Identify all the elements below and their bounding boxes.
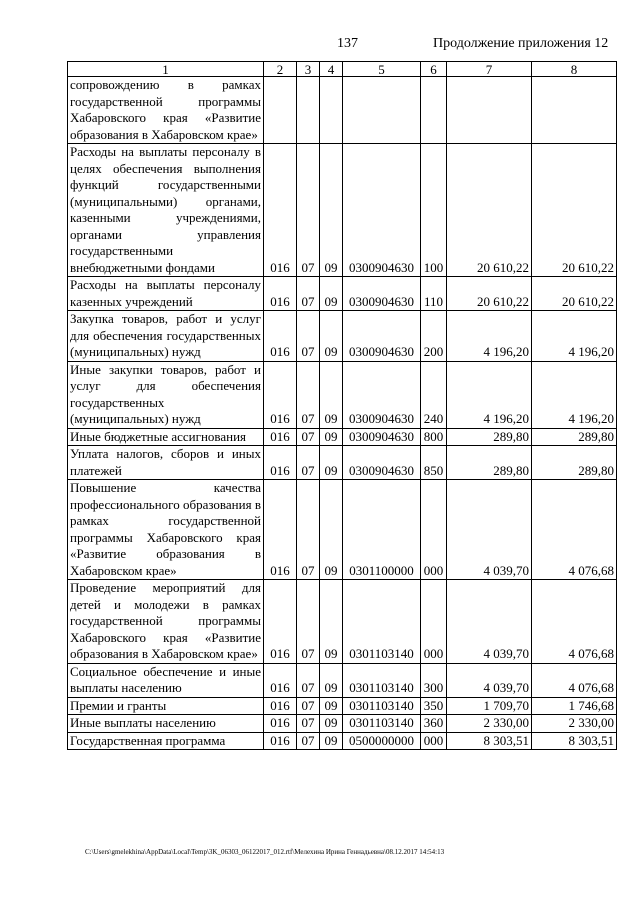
ministry-code — [264, 77, 297, 144]
amount-year-1: 20 610,22 — [447, 144, 532, 277]
table-row — [68, 580, 617, 664]
row-description: Проведение мероприятий для детей и молодежи в рамках государственной программы Хабаровского края «Развитие образования в Хабаровском крае» — [68, 580, 264, 664]
expense-type-code: 350 — [421, 697, 447, 715]
target-article-code: 0500000000 — [343, 732, 421, 750]
ministry-code: 016 — [264, 663, 297, 697]
column-header: 2 — [264, 62, 297, 77]
expense-type-code: 000 — [421, 580, 447, 664]
row-description: сопровождению в рамках государственной программы Хабаровского края «Развитие образования в Хабаровском крае» — [68, 77, 264, 144]
table-row — [68, 715, 617, 733]
expense-type-code: 300 — [421, 663, 447, 697]
amount-year-2 — [532, 77, 617, 144]
column-header: 3 — [297, 62, 320, 77]
subsection-code: 09 — [320, 277, 343, 311]
target-article-code: 0301103140 — [343, 697, 421, 715]
amount-year-2: 20 610,22 — [532, 144, 617, 277]
amount-year-1: 4 039,70 — [447, 480, 532, 580]
section-code: 07 — [297, 697, 320, 715]
target-article-code: 0300904630 — [343, 446, 421, 480]
row-description: Расходы на выплаты персоналу казенных учреждений — [68, 277, 264, 311]
table-row — [68, 361, 617, 428]
target-article-code: 0300904630 — [343, 311, 421, 362]
section-code: 07 — [297, 311, 320, 362]
row-description: Иные бюджетные ассигнования — [68, 428, 264, 446]
table-row — [68, 697, 617, 715]
expense-type-code: 000 — [421, 480, 447, 580]
subsection-code: 09 — [320, 144, 343, 277]
subsection-code: 09 — [320, 580, 343, 664]
expense-type-code: 360 — [421, 715, 447, 733]
target-article-code: 0300904630 — [343, 277, 421, 311]
subsection-code: 09 — [320, 446, 343, 480]
ministry-code: 016 — [264, 144, 297, 277]
target-article-code: 0301100000 — [343, 480, 421, 580]
section-code — [297, 77, 320, 144]
section-code: 07 — [297, 428, 320, 446]
expense-type-code — [421, 77, 447, 144]
target-article-code: 0301103140 — [343, 663, 421, 697]
column-header: 6 — [421, 62, 447, 77]
section-code: 07 — [297, 732, 320, 750]
amount-year-1 — [447, 77, 532, 144]
row-description: Иные закупки товаров, работ и услуг для обеспечения государственных (муниципальных) нужд — [68, 361, 264, 428]
table-header-row — [68, 62, 617, 77]
table-row — [68, 732, 617, 750]
expense-type-code: 100 — [421, 144, 447, 277]
ministry-code: 016 — [264, 361, 297, 428]
expense-type-code: 800 — [421, 428, 447, 446]
row-description: Расходы на выплаты персоналу в целях обеспечения выполнения функций государственными (муниципальными) органами, казенными учреждениями, органами управления государственными внебюджетными фондами — [68, 144, 264, 277]
table-row — [68, 144, 617, 277]
table-row — [68, 77, 617, 144]
expense-type-code: 850 — [421, 446, 447, 480]
section-code: 07 — [297, 446, 320, 480]
amount-year-1: 4 039,70 — [447, 663, 532, 697]
subsection-code: 09 — [320, 428, 343, 446]
row-description: Уплата налогов, сборов и иных платежей — [68, 446, 264, 480]
section-code: 07 — [297, 715, 320, 733]
section-code: 07 — [297, 361, 320, 428]
target-article-code: 0300904630 — [343, 428, 421, 446]
ministry-code: 016 — [264, 277, 297, 311]
section-code: 07 — [297, 277, 320, 311]
row-description: Иные выплаты населению — [68, 715, 264, 733]
row-description: Социальное обеспечение и иные выплаты населению — [68, 663, 264, 697]
amount-year-2: 4 196,20 — [532, 361, 617, 428]
file-path-footer: C:\Users\gmelekhina\AppData\Local\Temp\3K_06303_06122017_012.rtf\Мелехина Ирина Геннадьевна\08.12.2017 14:54:13 — [85, 848, 445, 856]
amount-year-1: 4 196,20 — [447, 311, 532, 362]
section-code: 07 — [297, 144, 320, 277]
budget-table — [67, 61, 617, 750]
table-row — [68, 446, 617, 480]
row-description: Повышение качества профессионального образования в рамках государственной программы Хабаровского края «Развитие образования в Хабаровском крае» — [68, 480, 264, 580]
expense-type-code: 000 — [421, 732, 447, 750]
table-row — [68, 663, 617, 697]
expense-type-code: 240 — [421, 361, 447, 428]
subsection-code: 09 — [320, 480, 343, 580]
section-code: 07 — [297, 580, 320, 664]
amount-year-1: 8 303,51 — [447, 732, 532, 750]
amount-year-1: 289,80 — [447, 446, 532, 480]
ministry-code: 016 — [264, 311, 297, 362]
page-number: 137 — [337, 36, 358, 51]
target-article-code: 0300904630 — [343, 144, 421, 277]
section-code: 07 — [297, 480, 320, 580]
amount-year-1: 2 330,00 — [447, 715, 532, 733]
target-article-code — [343, 77, 421, 144]
column-header: 8 — [532, 62, 617, 77]
amount-year-2: 4 076,68 — [532, 480, 617, 580]
table-row — [68, 311, 617, 362]
amount-year-2: 8 303,51 — [532, 732, 617, 750]
table-row — [68, 277, 617, 311]
amount-year-2: 4 076,68 — [532, 663, 617, 697]
column-header: 1 — [68, 62, 264, 77]
expense-type-code: 200 — [421, 311, 447, 362]
amount-year-2: 289,80 — [532, 428, 617, 446]
ministry-code: 016 — [264, 732, 297, 750]
amount-year-2: 20 610,22 — [532, 277, 617, 311]
subsection-code — [320, 77, 343, 144]
amount-year-2: 4 196,20 — [532, 311, 617, 362]
target-article-code: 0301103140 — [343, 715, 421, 733]
column-header: 5 — [343, 62, 421, 77]
appendix-note: Продолжение приложения 12 — [433, 36, 609, 51]
amount-year-1: 20 610,22 — [447, 277, 532, 311]
amount-year-1: 1 709,70 — [447, 697, 532, 715]
amount-year-2: 4 076,68 — [532, 580, 617, 664]
column-header: 4 — [320, 62, 343, 77]
ministry-code: 016 — [264, 580, 297, 664]
ministry-code: 016 — [264, 446, 297, 480]
amount-year-1: 4 196,20 — [447, 361, 532, 428]
target-article-code: 0300904630 — [343, 361, 421, 428]
amount-year-1: 4 039,70 — [447, 580, 532, 664]
amount-year-1: 289,80 — [447, 428, 532, 446]
ministry-code: 016 — [264, 480, 297, 580]
amount-year-2: 2 330,00 — [532, 715, 617, 733]
row-description: Государственная программа — [68, 732, 264, 750]
section-code: 07 — [297, 663, 320, 697]
ministry-code: 016 — [264, 428, 297, 446]
subsection-code: 09 — [320, 715, 343, 733]
subsection-code: 09 — [320, 361, 343, 428]
subsection-code: 09 — [320, 311, 343, 362]
ministry-code: 016 — [264, 697, 297, 715]
subsection-code: 09 — [320, 732, 343, 750]
row-description: Премии и гранты — [68, 697, 264, 715]
table-row — [68, 480, 617, 580]
target-article-code: 0301103140 — [343, 580, 421, 664]
amount-year-2: 1 746,68 — [532, 697, 617, 715]
row-description: Закупка товаров, работ и услуг для обеспечения государственных (муниципальных) нужд — [68, 311, 264, 362]
amount-year-2: 289,80 — [532, 446, 617, 480]
subsection-code: 09 — [320, 663, 343, 697]
ministry-code: 016 — [264, 715, 297, 733]
table-row — [68, 428, 617, 446]
subsection-code: 09 — [320, 697, 343, 715]
column-header: 7 — [447, 62, 532, 77]
expense-type-code: 110 — [421, 277, 447, 311]
